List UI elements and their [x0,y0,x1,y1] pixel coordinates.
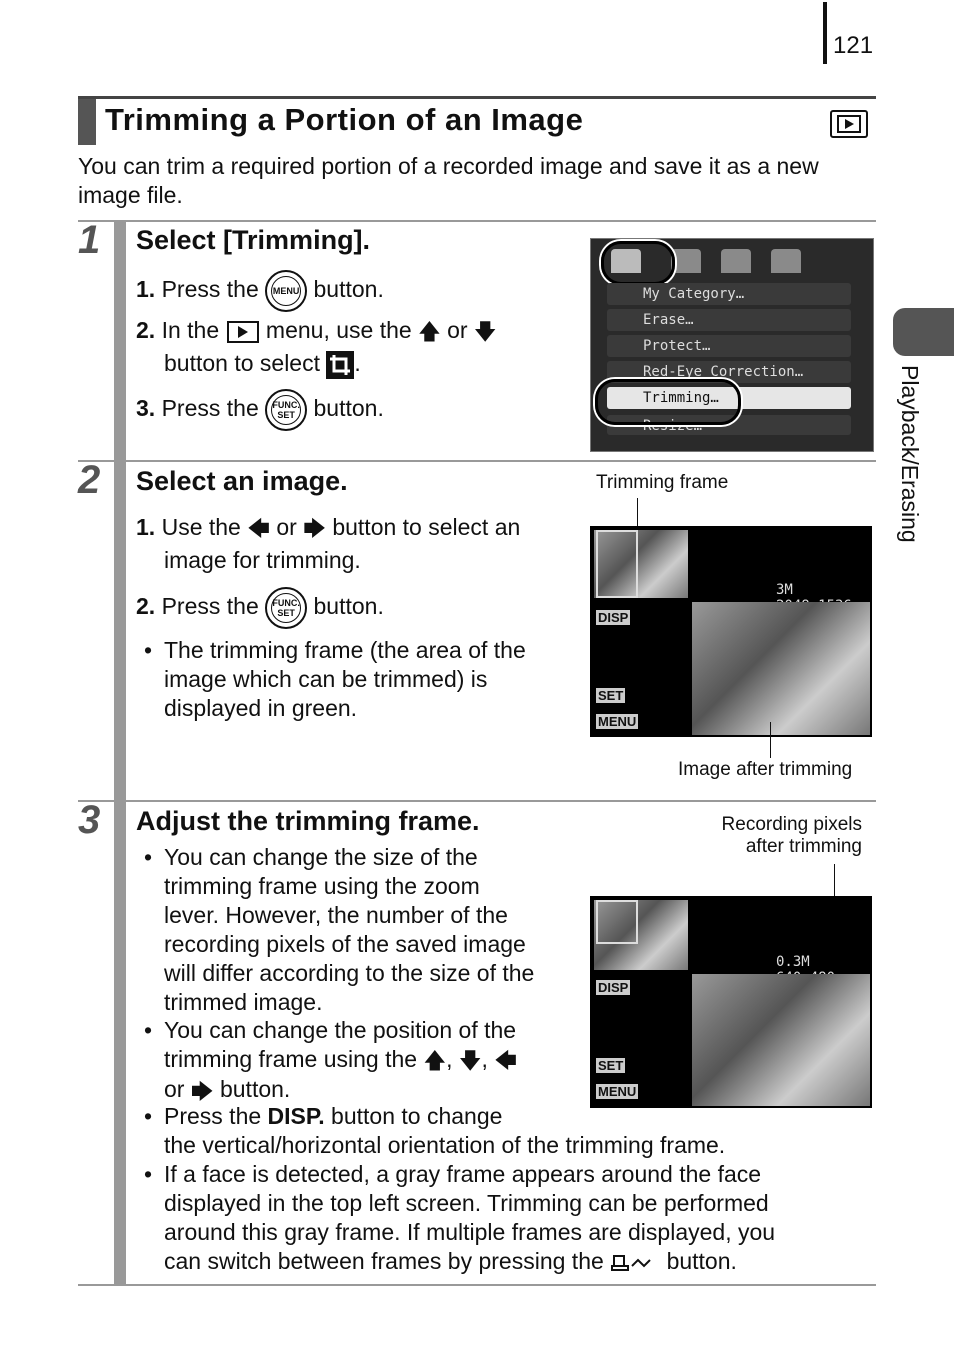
up-arrow-icon: 🡅 [418,319,441,345]
step-1-item-1: 1. Press the MENU button. [136,270,384,312]
playback-mode-icon [830,110,868,138]
step-number: 2 [78,458,101,502]
trim-screen-3 [590,896,872,1108]
down-arrow-icon: 🡇 [458,1048,482,1074]
step-3-bullet-3: • Press the DISP. button to change the vertical/horizontal orientation of the trimming frame. [144,1103,726,1158]
trimming-frame [596,530,638,598]
menu-screenshot [590,238,874,452]
menu-item: Resize… [607,415,851,435]
step-2-item-1-cont: image for trimming. [164,547,361,573]
step-heading: Select [Trimming]. [136,225,371,255]
print-share-icon [610,1248,660,1274]
trimmed-photo [692,602,870,735]
set-label: SET [598,1058,624,1073]
step-3-bullet-4: • If a face is detected, a gray frame appears around the face displayed in the top left screen. Trimming can be performed around this gray frame. If multiple frames are displayed, you can switch between frames by pressing the button. [144,1161,776,1274]
title-rule [78,96,876,99]
pixel-readout: 3M [776,582,793,598]
trimming-frame [596,900,638,944]
menu-item: Erase… [607,309,851,331]
page-title: Trimming a Portion of an Image [105,102,584,137]
page-number: 121 [833,32,874,59]
menu-item: Protect… [607,335,851,357]
disp-label: DISP [598,980,629,995]
disp-label: DISP [598,610,629,625]
step-1-item-2-cont: button to select . [164,349,361,379]
up-arrow-icon: 🡅 [423,1048,447,1074]
right-arrow-icon: 🡆 [303,516,326,542]
pixel-readout: 0.3M [776,954,810,970]
intro-text: You can trim a required portion of a recorded image and save it as a new image file. [78,153,819,208]
callout-trimming-frame: Trimming frame [596,472,729,493]
menu-item: Red-Eye Correction… [607,361,851,383]
menu-button-icon: MENU [265,270,307,312]
step-3-bullet-1: • You can change the size of the trimming frame using the zoom lever. However, the number of the recording pixels of the saved image will differ according to the size of the trimmed image. [144,844,535,1015]
step-number: 1 [78,218,101,262]
step-divider [78,460,876,462]
trim-screen-2 [590,526,872,737]
page-number-rule [823,2,827,64]
step-2-bullet: • The trimming frame (the area of the image which can be trimmed) is displayed in green. [144,637,526,721]
func-set-button-icon: FUNC. SET [265,587,307,629]
trimmed-photo [692,974,870,1106]
step-bar [114,222,126,460]
tab-highlight-ring [601,241,675,285]
step-2-item-1: 1. Use the 🡄 or 🡆 button to select an [136,514,521,542]
menu-item-selected: Trimming… [607,387,851,409]
print-tab-icon [671,249,701,273]
step-heading: Adjust the trimming frame. [136,806,480,836]
down-arrow-icon: 🡇 [473,319,497,345]
step-divider [78,1284,876,1286]
title-marker [78,99,96,145]
step-bar [114,802,126,1284]
playback-icon [226,317,260,343]
func-set-button-icon: FUNC. SET [265,389,307,431]
item-highlight-ring [595,379,741,425]
right-arrow-icon: 🡆 [190,1078,214,1104]
step-1-item-3: 3. Press the FUNC. SET button. [136,389,384,431]
menu-label: MENU [598,714,637,729]
settings-tab-icon [721,249,751,273]
step-1-item-2: 2. In the menu, use the 🡅 or 🡇 [136,317,497,345]
step-divider [78,220,876,222]
menu-item: My Category… [607,283,851,305]
step-bar [114,462,126,800]
callout-recording-pixels: Recording pixels after trimming [721,814,862,857]
left-arrow-icon: 🡄 [494,1048,518,1074]
menu-label: MENU [598,1084,637,1099]
callout-line [770,722,771,758]
step-number: 3 [78,798,101,842]
step-divider [78,800,876,802]
mycamera-tab-icon [771,249,801,273]
set-label: SET [598,688,624,703]
step-2-item-2: 2. Press the FUNC. SET button. [136,587,384,629]
section-tab-label: Playback/Erasing [897,365,923,543]
step-3-bullet-2: • You can change the position of the trimming frame using the 🡅, 🡇, 🡄 or 🡆 button. [144,1017,518,1104]
step-heading: Select an image. [136,466,348,496]
left-arrow-icon: 🡄 [247,516,270,542]
trim-icon [326,350,354,376]
callout-image-after-trimming: Image after trimming [678,759,853,780]
section-tab [893,308,954,356]
